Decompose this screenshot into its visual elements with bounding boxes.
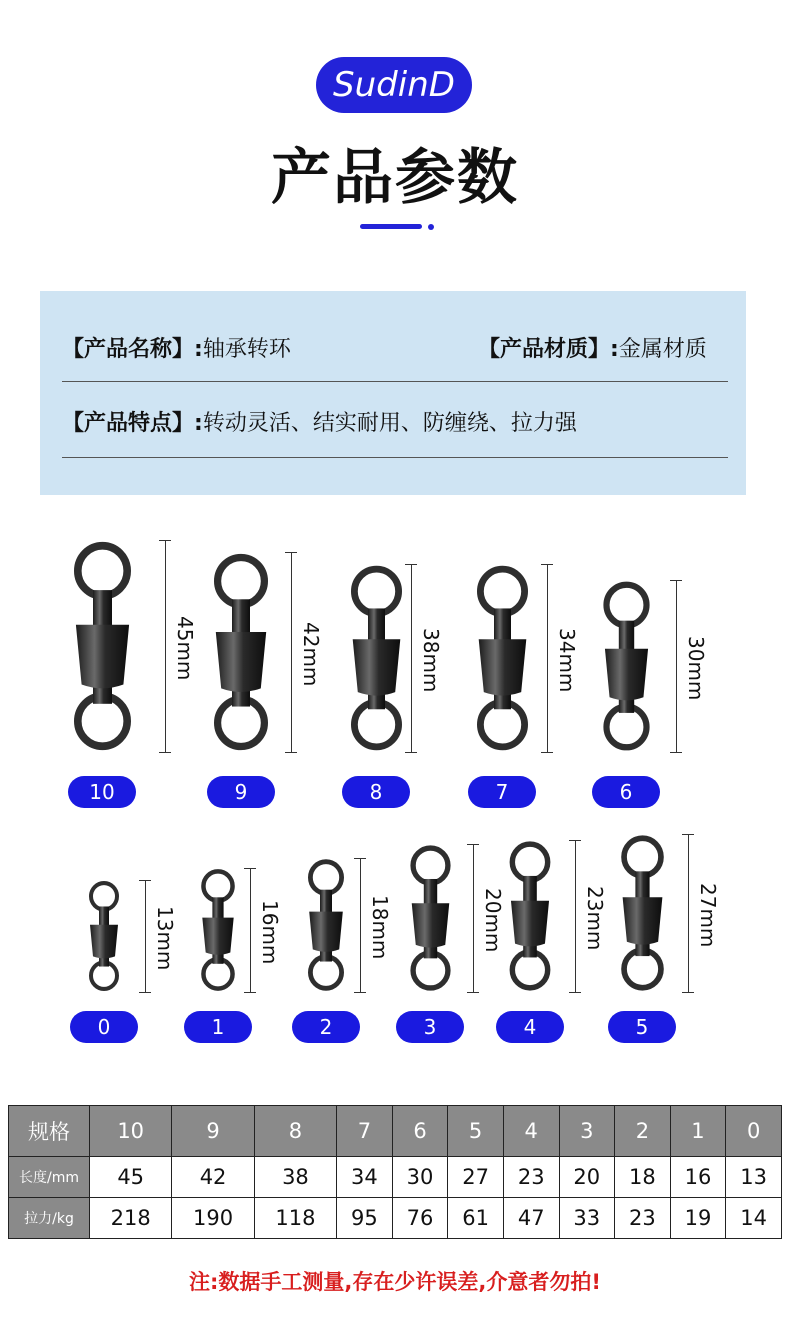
dimension-tick [670, 580, 682, 581]
product-material-row [478, 332, 707, 363]
product-material-label: 【产品材质】: [478, 337, 619, 362]
length-label: 27mm [696, 883, 720, 948]
size-badge: 5 [608, 1011, 676, 1043]
dimension-tick [354, 858, 366, 859]
dimension-tick [244, 868, 256, 869]
length-label: 20mm [481, 888, 505, 953]
size-badge: 8 [342, 776, 410, 808]
dimension-tick [159, 752, 171, 753]
strength-cell: 118 [254, 1197, 336, 1238]
size-badge: 9 [207, 776, 275, 808]
length-cell: 30 [392, 1156, 448, 1197]
strength-cell: 19 [670, 1197, 726, 1238]
dimension-line [575, 840, 576, 992]
length-label: 45mm [173, 616, 197, 681]
dimension-tick [285, 552, 297, 553]
dimension-tick [405, 564, 417, 565]
spec-table-header-row [9, 1106, 782, 1157]
strength-cell: 218 [90, 1197, 172, 1238]
length-label: 30mm [684, 636, 708, 701]
swivel-image-size-5 [607, 834, 678, 997]
length-cell: 23 [503, 1156, 559, 1197]
swivel-image-size-6 [588, 580, 665, 757]
strength-cell: 23 [615, 1197, 671, 1238]
strength-cell: 95 [337, 1197, 393, 1238]
length-cell: 16 [670, 1156, 726, 1197]
product-name-row [62, 332, 291, 363]
size-cell: 4 [503, 1106, 559, 1157]
dimension-line [145, 880, 146, 992]
length-label: 34mm [555, 628, 579, 693]
dimension-line [688, 834, 689, 992]
spec-header-label: 规格 [9, 1106, 90, 1157]
size-cell: 0 [726, 1106, 782, 1157]
strength-row-label: 拉力/kg [9, 1197, 90, 1238]
dimension-tick [467, 844, 479, 845]
product-feature-value: 转动灵活、结实耐用、防缠绕、拉力强 [202, 411, 577, 436]
dimension-tick [569, 840, 581, 841]
dimension-tick [670, 752, 682, 753]
title-underline [360, 224, 422, 229]
swivel-image-size-10 [55, 540, 150, 757]
measurement-note: 注:数据手工测量,存在少许误差,介意者勿拍! [189, 1270, 601, 1294]
length-label: 13mm [153, 906, 177, 971]
size-badge: 3 [396, 1011, 464, 1043]
spec-table-length-row [9, 1156, 782, 1197]
dimension-tick [354, 992, 366, 993]
dimension-tick [244, 992, 256, 993]
page-title: 产品参数 [271, 143, 519, 213]
size-badge: 6 [592, 776, 660, 808]
length-cell: 34 [337, 1156, 393, 1197]
length-label: 38mm [419, 628, 443, 693]
dimension-tick [569, 992, 581, 993]
size-cell: 6 [392, 1106, 448, 1157]
length-label: 42mm [299, 622, 323, 687]
dimension-line [250, 868, 251, 992]
swivel-image-size-0 [79, 880, 129, 997]
spec-table [8, 1105, 782, 1239]
dimension-tick [541, 564, 553, 565]
length-cell: 27 [448, 1156, 504, 1197]
product-feature-row [62, 406, 577, 437]
size-cell: 5 [448, 1106, 504, 1157]
size-badge: 2 [292, 1011, 360, 1043]
dimension-tick [139, 880, 151, 881]
size-cell: 8 [254, 1106, 336, 1157]
dimension-tick [467, 992, 479, 993]
swivel-image-size-2 [296, 858, 356, 997]
info-divider [62, 457, 728, 458]
strength-cell: 47 [503, 1197, 559, 1238]
length-cell: 13 [726, 1156, 782, 1197]
product-feature-label: 【产品特点】: [62, 411, 203, 436]
swivel-image-size-7 [460, 564, 545, 757]
strength-cell: 61 [448, 1197, 504, 1238]
strength-cell: 76 [392, 1197, 448, 1238]
swivel-image-size-3 [397, 844, 464, 997]
swivel-image-size-4 [496, 840, 564, 997]
size-badge: 0 [70, 1011, 138, 1043]
size-cell: 7 [337, 1106, 393, 1157]
length-cell: 45 [90, 1156, 172, 1197]
length-label: 18mm [368, 895, 392, 960]
swivel-image-size-1 [190, 868, 246, 997]
dimension-line [473, 844, 474, 992]
product-material-value: 金属材质 [618, 337, 707, 362]
length-label: 16mm [258, 900, 282, 965]
strength-cell: 33 [559, 1197, 615, 1238]
spec-table-strength-row [9, 1197, 782, 1238]
title-dot [428, 224, 434, 230]
size-cell: 9 [172, 1106, 254, 1157]
dimension-tick [139, 992, 151, 993]
size-badge: 10 [68, 776, 136, 808]
product-name-label: 【产品名称】: [62, 337, 203, 362]
strength-cell: 190 [172, 1197, 254, 1238]
length-row-label: 长度/mm [9, 1156, 90, 1197]
length-cell: 38 [254, 1156, 336, 1197]
dimension-line [547, 564, 548, 752]
product-name-value: 轴承转环 [202, 337, 291, 362]
dimension-tick [405, 752, 417, 753]
info-divider [62, 381, 728, 382]
strength-cell: 14 [726, 1197, 782, 1238]
dimension-line [360, 858, 361, 992]
size-cell: 10 [90, 1106, 172, 1157]
swivel-size-gallery [0, 520, 790, 1060]
dimension-line [676, 580, 677, 752]
size-badge: 1 [184, 1011, 252, 1043]
swivel-image-size-9 [196, 552, 286, 757]
length-cell: 20 [559, 1156, 615, 1197]
size-cell: 2 [615, 1106, 671, 1157]
length-cell: 18 [615, 1156, 671, 1197]
dimension-tick [682, 834, 694, 835]
size-badge: 4 [496, 1011, 564, 1043]
length-label: 23mm [583, 886, 607, 951]
size-badge: 7 [468, 776, 536, 808]
dimension-line [165, 540, 166, 752]
dimension-line [291, 552, 292, 752]
size-cell: 1 [670, 1106, 726, 1157]
dimension-tick [285, 752, 297, 753]
product-info-panel [40, 291, 746, 495]
dimension-tick [682, 992, 694, 993]
dimension-tick [541, 752, 553, 753]
brand-logo-text: SudinD [333, 65, 455, 105]
swivel-image-size-8 [334, 564, 419, 757]
dimension-line [411, 564, 412, 752]
dimension-tick [159, 540, 171, 541]
length-cell: 42 [172, 1156, 254, 1197]
brand-logo [316, 57, 472, 113]
size-cell: 3 [559, 1106, 615, 1157]
